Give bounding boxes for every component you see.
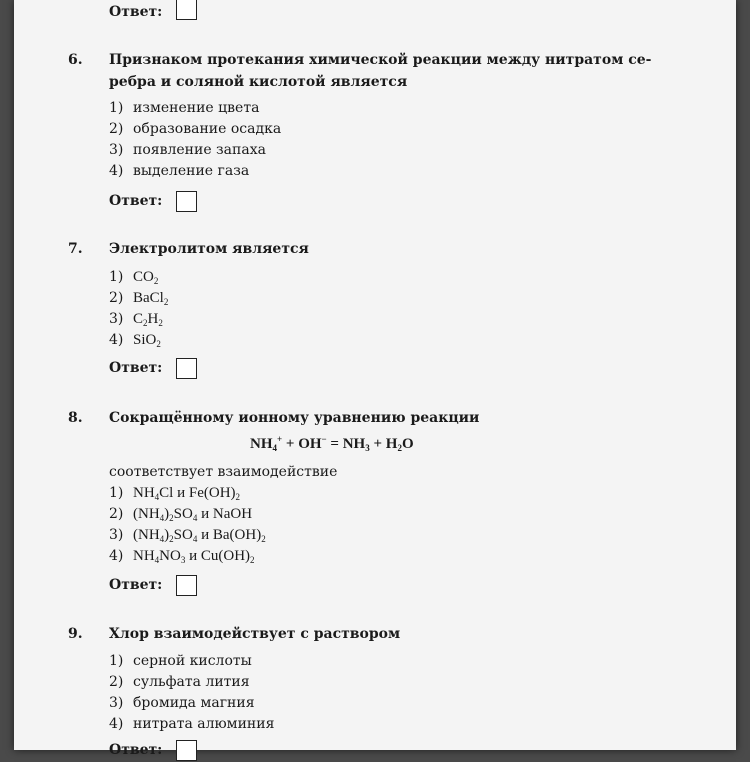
- answer-label: Ответ:: [109, 193, 163, 209]
- answer-box-q7[interactable]: [176, 358, 197, 379]
- answer-row-q6: [109, 189, 197, 213]
- answer-row-q8: [109, 573, 197, 597]
- question-text-6: [109, 49, 651, 93]
- q9-option-4: 4) нитрата алюминия: [109, 716, 275, 732]
- answer-label: Ответ:: [109, 360, 163, 376]
- answer-row-q5: [109, 0, 197, 24]
- q8-after-text: соответствует взаимодействие: [109, 464, 338, 480]
- q7-option-4: 4) SiO$_2$: [109, 332, 161, 349]
- q7-option-1: 1) $CO_2$: [109, 269, 159, 286]
- question-text-6-line1: Признаком протекания химической реакции между нитратом се-: [109, 52, 652, 68]
- q6-option-4: 4) выделение газа: [109, 163, 250, 179]
- question-number-7: 7.: [68, 241, 83, 257]
- question-text-8: Сокращённому ионному уравнению реакции: [109, 410, 480, 426]
- q9-option-2: 2) сульфата лития: [109, 674, 250, 690]
- document-page: [14, 0, 736, 758]
- question-number-6: 6.: [68, 52, 83, 68]
- question-number-9: 9.: [68, 626, 83, 642]
- q7-option-2: 2) BaCl$_2$: [109, 290, 169, 307]
- q8-option-2: 2) $(NH_4)_2SO_4$ и NaOH: [109, 506, 253, 523]
- answer-row-q9: [109, 738, 197, 762]
- q9-option-1: 1) серной кислоты: [109, 653, 252, 669]
- answer-label: Ответ:: [109, 577, 163, 593]
- q8-option-1: 1) $NH_4Cl$ и $Fe(OH)_2$: [109, 485, 241, 502]
- answer-label: Ответ:: [109, 742, 163, 758]
- question-text-9: Хлор взаимодействует с раствором: [109, 626, 401, 642]
- answer-row-q7: [109, 356, 197, 380]
- q7-option-3: 3) $C_2H_2$: [109, 311, 163, 328]
- answer-box-q9[interactable]: [176, 740, 197, 761]
- answer-box-q6[interactable]: [176, 191, 197, 212]
- q6-option-2: 2) образование осадка: [109, 121, 282, 137]
- q8-option-4: 4) $NH_4NO_3$ и $Cu(OH)_2$: [109, 548, 255, 565]
- question-text-6-line2: ребра и соляной кислотой является: [109, 74, 408, 90]
- q6-option-1: 1) изменение цвета: [109, 100, 260, 116]
- q8-option-3: 3) $(NH_4)_2SO_4$ и $Ba(OH)_2$: [109, 527, 266, 544]
- answer-label: Ответ:: [109, 4, 163, 20]
- question-number-8: 8.: [68, 410, 83, 426]
- q9-option-3: 3) бромида магния: [109, 695, 255, 711]
- answer-box-q5[interactable]: [176, 0, 197, 20]
- ionic-equation: $NH_4^+ + OH^- = NH_3 + H_2O$: [250, 434, 414, 453]
- question-text-7: Электролитом является: [109, 241, 309, 257]
- q6-option-3: 3) появление запаха: [109, 142, 266, 158]
- answer-box-q8[interactable]: [176, 575, 197, 596]
